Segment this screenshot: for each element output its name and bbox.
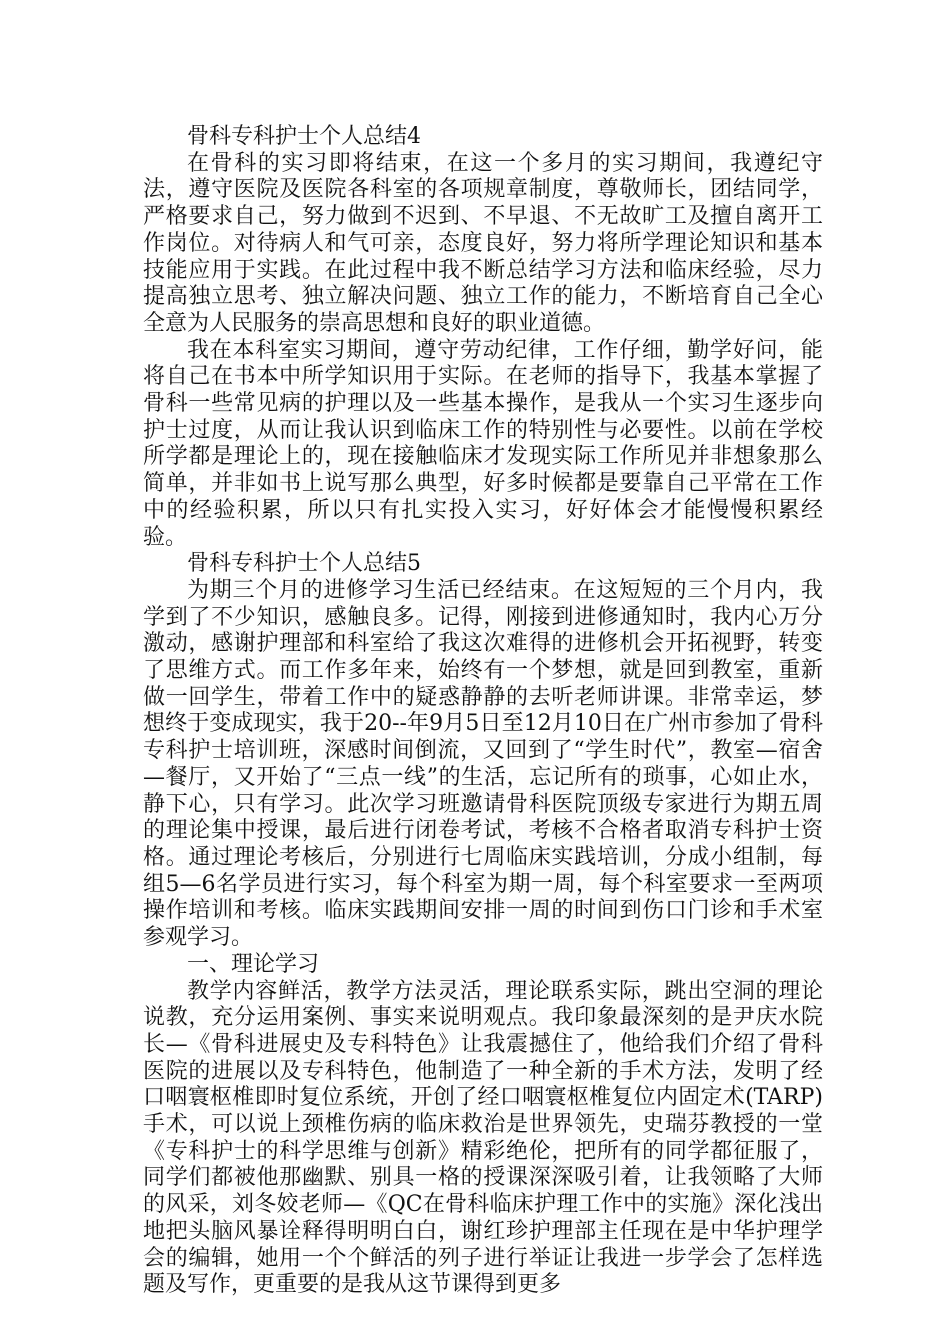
paragraph-theory-content: 教学内容鲜活，教学方法灵活，理论联系实际，跳出空洞的理论说教，充分运用案例、事实来说明观点。我印象最深刻的是尹庆水院长—《骨科进展史及专科特色》让我震撼住了，他给我们介绍了骨科医院的进展以及专科特色，他制造了一种全新的手术方法，发明了经口咽寰枢椎即时复位系统，开创了经口咽寰枢椎复位内固定术(TARP)手术，可以说上颈椎伤病的临床救治是世界领先，史瑞芬教授的一堂《专科护士的科学思维与创新》精彩绝伦，把所有的同学都征服了，同学们都被他那幽默、别具一格的授课深深吸引着，让我领略了大师的风采，刘冬姣老师—《QC在骨科临床护理工作中的实施》深化浅出地把头脑风暴诠释得明明白白，谢红珍护理部主任现在是中华护理学会的编辑，她用一个个鲜活的列子进行举证让我进一步学会了怎样选题及写作，更重要的是我从这节课得到更多	[143, 978, 823, 1298]
paragraph-training-program: 为期三个月的进修学习生活已经结束。在这短短的三个月内，我学到了不少知识，感触良多。记得，刚接到进修通知时，我内心万分激动，感谢护理部和科室给了我这次难得的进修机会开拓视野，转变了思维方式。而工作多年来，始终有一个梦想，就是回到教室，重新做一回学生，带着工作中的疑惑静静的去听老师讲课。非常幸运，梦想终于变成现实，我于20--年9月5日至12月10日在广州市参加了骨科专科护士培训班，深感时间倒流，又回到了“学生时代”，教室—宿舍—餐厅，又开始了“三点一线”的生活，忘记所有的琐事，心如止水，静下心，只有学习。此次学习班邀请骨科医院顶级专家进行为期五周的理论集中授课，最后进行闭卷考试，考核不合格者取消专科护士资格。通过理论考核后，分别进行七周临床实践培训，分成小组制，每组5—6名学员进行实习，每个科室为期一周，每个科室要求一至两项操作培训和考核。临床实践期间安排一周的时间到伤口门诊和手术室参观学习。	[143, 577, 823, 951]
paragraph-internship-overview: 在骨科的实习即将结束，在这一个多月的实习期间，我遵纪守法，遵守医院及医院各科室的各项规章制度，尊敬师长，团结同学，严格要求自己，努力做到不迟到、不早退、不无故旷工及擅自离开工作岗位。对待病人和气可亲，态度良好，努力将所学理论知识和基本技能应用于实践。在此过程中我不断总结学习方法和临床经验，尽力提高独立思考、独立解决问题、独立工作的能力，不断培育自己全心全意为人民服务的崇高思想和良好的职业道德。	[143, 150, 823, 336]
document-body	[143, 124, 823, 1299]
paragraph-department-internship: 我在本科室实习期间，遵守劳动纪律，工作仔细，勤学好问，能将自己在书本中所学知识用于实际。在老师的指导下，我基本掌握了骨科一些常见病的护理以及一些基本操作，是我从一个实习生逐步向护士过度，从而让我认识到临床工作的特别性与必要性。以前在学校所学都是理论上的，现在接触临床才发现实际工作所见并非想象那么简单，并非如书上说写那么典型，好多时候都是要靠自己平常在工作中的经验积累，所以只有扎实投入实习，好好体会才能慢慢积累经验。	[143, 337, 823, 550]
section-heading-summary-5: 骨科专科护士个人总结5	[187, 551, 421, 577]
section-heading-theory-study: 一、理论学习	[187, 951, 320, 977]
section-heading-summary-4: 骨科专科护士个人总结4	[187, 124, 421, 149]
